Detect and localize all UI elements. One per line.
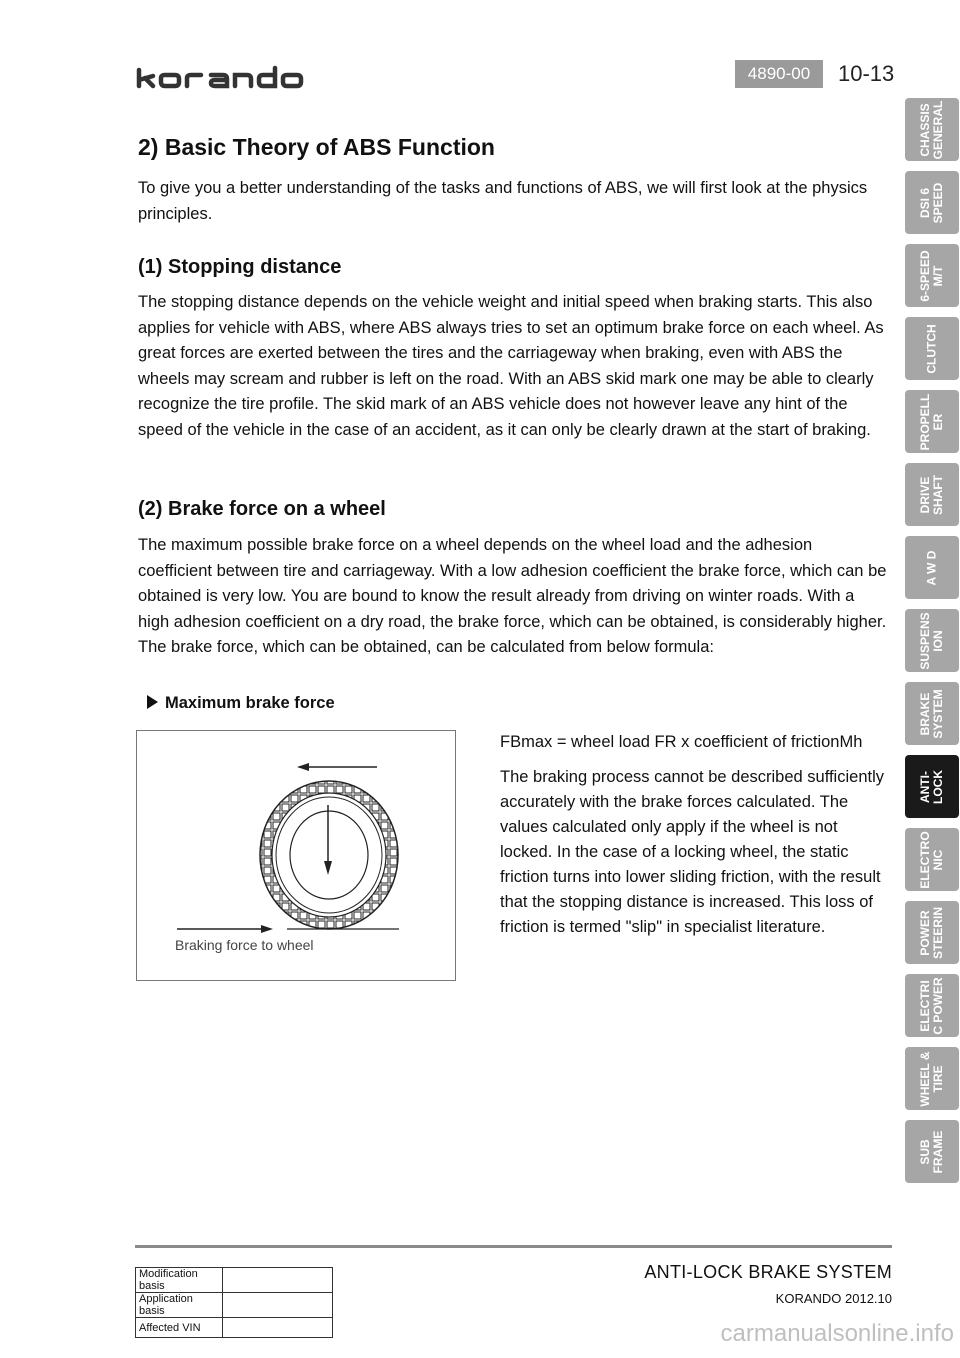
tab-label: A W D — [924, 550, 939, 585]
footer-divider — [135, 1245, 892, 1248]
tab-electronic[interactable] — [905, 828, 959, 891]
tab-label: CHASSIS GENERAL — [918, 100, 945, 159]
tab-clutch[interactable] — [905, 317, 959, 380]
tab-anti-lock[interactable] — [905, 755, 959, 818]
basis-value — [223, 1293, 333, 1318]
table-row — [136, 1318, 333, 1338]
basis-table — [135, 1267, 333, 1338]
watermark: carmanualsonline.info — [720, 1320, 954, 1347]
tab-drive-shaft[interactable] — [905, 463, 959, 526]
tab-awd[interactable] — [905, 536, 959, 599]
tab-wheel-tire[interactable] — [905, 1047, 959, 1110]
intro-paragraph: To give you a better understanding of the tasks and functions of ABS, we will first look at the physics principles. — [138, 179, 868, 223]
tab-6-speed-mt[interactable] — [905, 244, 959, 307]
tab-label: POWER STEERIN — [918, 906, 945, 959]
tab-chassis-general[interactable] — [905, 98, 959, 161]
table-row — [136, 1268, 333, 1293]
tab-label: PROPELL ER — [918, 393, 945, 450]
tab-label: CLUTCH — [924, 323, 939, 374]
tab-label: SUSPENS ION — [918, 611, 945, 670]
tab-suspension[interactable] — [905, 609, 959, 672]
footer-title: ANTI-LOCK BRAKE SYSTEM — [644, 1262, 892, 1282]
tab-power-steering[interactable] — [905, 901, 959, 964]
tab-label: 6-SPEED M/T — [918, 249, 945, 302]
basis-value — [223, 1318, 333, 1338]
section-title: 2) Basic Theory of ABS Function — [138, 134, 495, 160]
section-code-badge: 4890-00 — [735, 60, 823, 88]
caption-triangle-icon — [147, 695, 158, 709]
tab-dsi-6-speed[interactable] — [905, 171, 959, 234]
basis-value — [223, 1268, 333, 1293]
tab-sub-frame[interactable] — [905, 1120, 959, 1183]
formula-text: FBmax = wheel load FR x coefficient of frictionMh — [500, 733, 863, 751]
korando-logo — [135, 62, 315, 92]
tab-label: ELECTRO NIC — [918, 830, 945, 889]
tab-label: DRIVE SHAFT — [918, 474, 945, 515]
stopping-distance-paragraph: The stopping distance depends on the vehicle weight and initial speed when braking starts. This also applies for vehicle with ABS, where ABS always tries to set an optimum brake force on each wheel. As great forces are exerted between the tires and the carriageway when braking, even with ABS the wheels may scream and rubber is left on the road. With an ABS skid mark one may be able to clearly recognize the tire profile. The skid mark of an ABS vehicle does not however leave any hint of the speed of the vehicle in the case of an accident, as it can only be clearly drawn at the start of braking. — [138, 293, 884, 439]
tab-propeller[interactable] — [905, 390, 959, 453]
page-number: 10-13 — [838, 61, 895, 86]
tab-electric-power[interactable] — [905, 974, 959, 1037]
explanation-paragraph: The braking process cannot be described sufficiently accurately with the brake forces calculated. The values calculated only apply if the wheel is not locked. In the case of a locking wheel, the static friction turns into lower sliding friction, with the result that the stopping distance is increased. This loss of friction is termed "slip" in specialist literature. — [500, 768, 884, 936]
brake-force-heading: (2) Brake force on a wheel — [138, 498, 386, 520]
tab-label: BRAKE SYSTEM — [918, 688, 945, 739]
tab-label: SUB FRAME — [918, 1130, 945, 1173]
tab-label: DSI 6 SPEED — [918, 182, 945, 223]
table-row — [136, 1293, 333, 1318]
footer-subtitle: KORANDO 2012.10 — [775, 1291, 892, 1306]
tab-brake-system[interactable] — [905, 682, 959, 745]
basis-label: Application basis — [136, 1293, 223, 1318]
tab-label: ELECTRI C POWER — [918, 976, 945, 1035]
figure-label: Braking force to wheel — [175, 937, 314, 953]
figure-caption-text: Maximum brake force — [165, 694, 335, 712]
stopping-distance-heading: (1) Stopping distance — [138, 256, 342, 278]
brake-force-figure — [136, 730, 456, 981]
tab-label: WHEEL & TIRE — [918, 1050, 945, 1107]
brake-force-paragraph: The maximum possible brake force on a wheel depends on the wheel load and the adhesion coefficient between tire and carriageway. With a low adhesion coefficient the brake force, which can be obtained is very low. You are bound to know the result already from driving on winter roads. With a high adhesion coefficient on a dry road, the brake force, which can be obtained, is considerably higher. The brake force, which can be obtained, can be calculated from below formula: — [138, 536, 887, 656]
basis-label: Modification basis — [136, 1268, 223, 1293]
tab-label: ANTI- LOCK — [918, 769, 945, 804]
figure-caption — [147, 694, 335, 713]
basis-label: Affected VIN — [136, 1318, 223, 1338]
